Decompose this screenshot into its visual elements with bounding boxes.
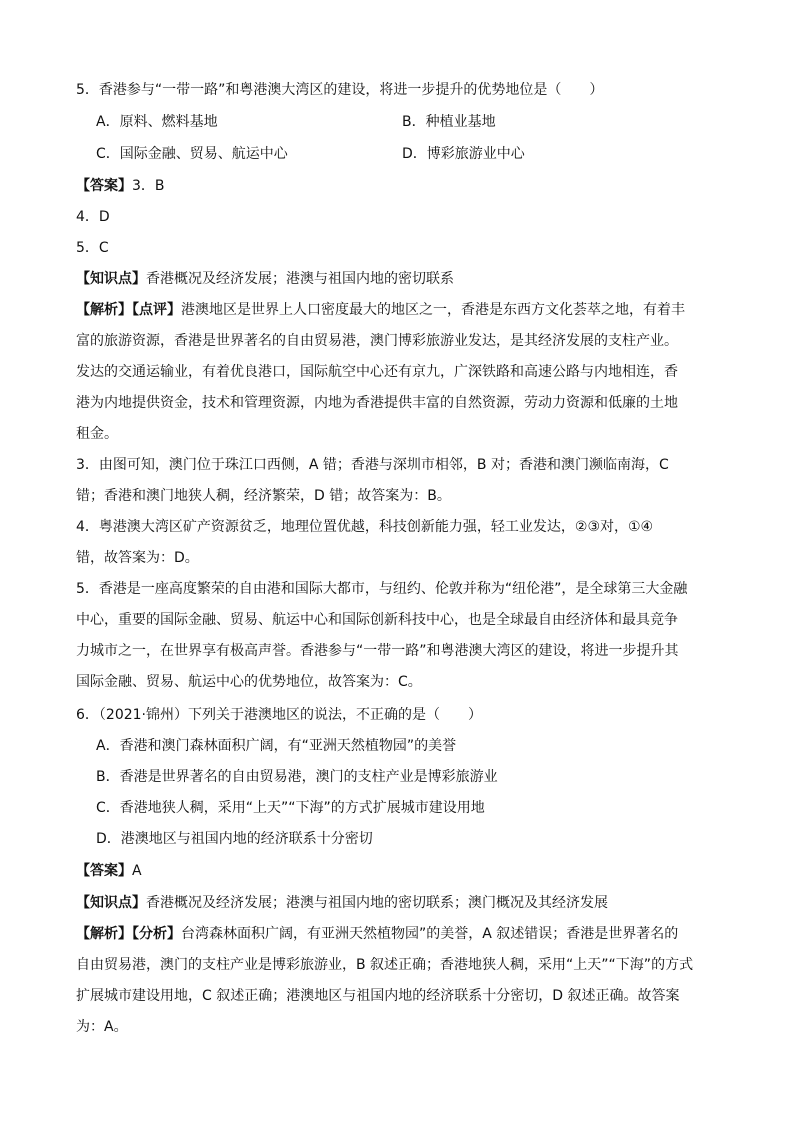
analysis-text: 台湾森林面积广阔，有亚洲天然植物园”的美誉，A 叙述错误；香港是世界著名的: [181, 926, 679, 942]
q5-stem: 5．香港参与“一带一路”和粤港澳大湾区的建设，将进一步提升的优势地位是（ ）: [76, 82, 604, 98]
analysis-tag: 【解析】【分析】: [76, 926, 181, 942]
analysis-line: 中心，重要的国际金融、贸易、航运中心和国际创新科技中心，也是全球最自由经济体和最具竞争: [76, 612, 678, 628]
analysis-line: 国际金融、贸易、航运中心的优势地位，故答案为：C。: [76, 674, 422, 690]
answer-line-3: 5．C: [76, 240, 109, 256]
analysis-line: 发达的交通运输业，有着优良港口，国际航空中心还有京九，广深铁路和高速公路与内地相连，香: [76, 364, 678, 380]
analysis-text: 港澳地区是世界上人口密度最大的地区之一，香港是东西方文化荟萃之地，有着丰: [181, 302, 685, 318]
analysis-line: 租金。: [76, 426, 118, 442]
q6-option-c: C．香港地狭人稠，采用“上天”“下海”的方式扩展城市建设用地: [96, 800, 485, 816]
q6-option-b: B．香港是世界著名的自由贸易港，澳门的支柱产业是博彩旅游业: [96, 769, 498, 785]
analysis-line: 错，故答案为：D。: [76, 550, 199, 566]
knowledge-tag: 【知识点】: [76, 895, 146, 911]
q5-option-d: D．博彩旅游业中心: [402, 146, 525, 162]
answer-value: A: [132, 863, 142, 879]
knowledge-tag: 【知识点】: [76, 271, 146, 287]
answer-tag: 【答案】: [76, 178, 132, 194]
analysis-line: 港为内地提供资金，技术和管理资源，内地为香港提供丰富的自然资源，劳动力资源和低廉的土地: [76, 395, 678, 411]
analysis-line: 4．粤港澳大湾区矿产资源贫乏，地理位置优越，科技创新能力强，轻工业发达，②③对，①④: [76, 519, 654, 535]
analysis-line: 力城市之一，在世界享有极高声誉。香港参与“一带一路”和粤港澳大湾区的建设，将进一步提升其: [76, 643, 679, 659]
analysis-line: 为：A。: [76, 1019, 128, 1035]
answer-line-q6: [76, 861, 142, 881]
analysis-line: 3．由图可知，澳门位于珠江口西侧，A 错；香港与深圳市相邻，B 对；香港和澳门濒临南海，C: [76, 457, 669, 473]
analysis-line: 扩展城市建设用地，C 叙述正确；港澳地区与祖国内地的经济联系十分密切，D 叙述正确。故答案: [76, 988, 680, 1004]
answer-tag: 【答案】: [76, 863, 132, 879]
analysis-line: [76, 924, 678, 944]
analysis-line: 5．香港是一座高度繁荣的自由港和国际大都市，与纽约、伦敦并称为“纽伦港”，是全球第三大金融: [76, 581, 688, 597]
knowledge-point-2: [76, 893, 608, 913]
answer-value: 3．B: [132, 178, 165, 194]
answer-line-1: [76, 176, 165, 196]
q6-option-a: A．香港和澳门森林面积广阔，有“亚洲天然植物园”的美誉: [96, 738, 457, 754]
analysis-line: 富的旅游资源，香港是世界著名的自由贸易港，澳门博彩旅游业发达，是其经济发展的支柱产业。: [76, 333, 678, 349]
analysis-line: 错；香港和澳门地狭人稠，经济繁荣，D 错；故答案为：B。: [76, 488, 451, 504]
analysis-line: 自由贸易港，澳门的支柱产业是博彩旅游业，B 叙述正确；香港地狭人稠，采用“上天”“下海”的方式: [76, 957, 694, 973]
q5-option-b: B．种植业基地: [402, 114, 496, 130]
analysis-line: [76, 300, 685, 320]
q5-option-c: C．国际金融、贸易、航运中心: [96, 146, 288, 162]
knowledge-text: 香港概况及经济发展；港澳与祖国内地的密切联系: [146, 271, 454, 287]
answer-line-2: 4．D: [76, 209, 110, 225]
q6-option-d: D．港澳地区与祖国内地的经济联系十分密切: [96, 831, 373, 847]
analysis-tag: 【解析】【点评】: [76, 302, 181, 318]
q5-option-a: A．原料、燃料基地: [96, 114, 218, 130]
q6-stem: 6．（2021·锦州）下列关于港澳地区的说法，不正确的是（ ）: [76, 707, 482, 723]
knowledge-point-1: [76, 269, 454, 289]
knowledge-text: 香港概况及经济发展；港澳与祖国内地的密切联系；澳门概况及其经济发展: [146, 895, 608, 911]
